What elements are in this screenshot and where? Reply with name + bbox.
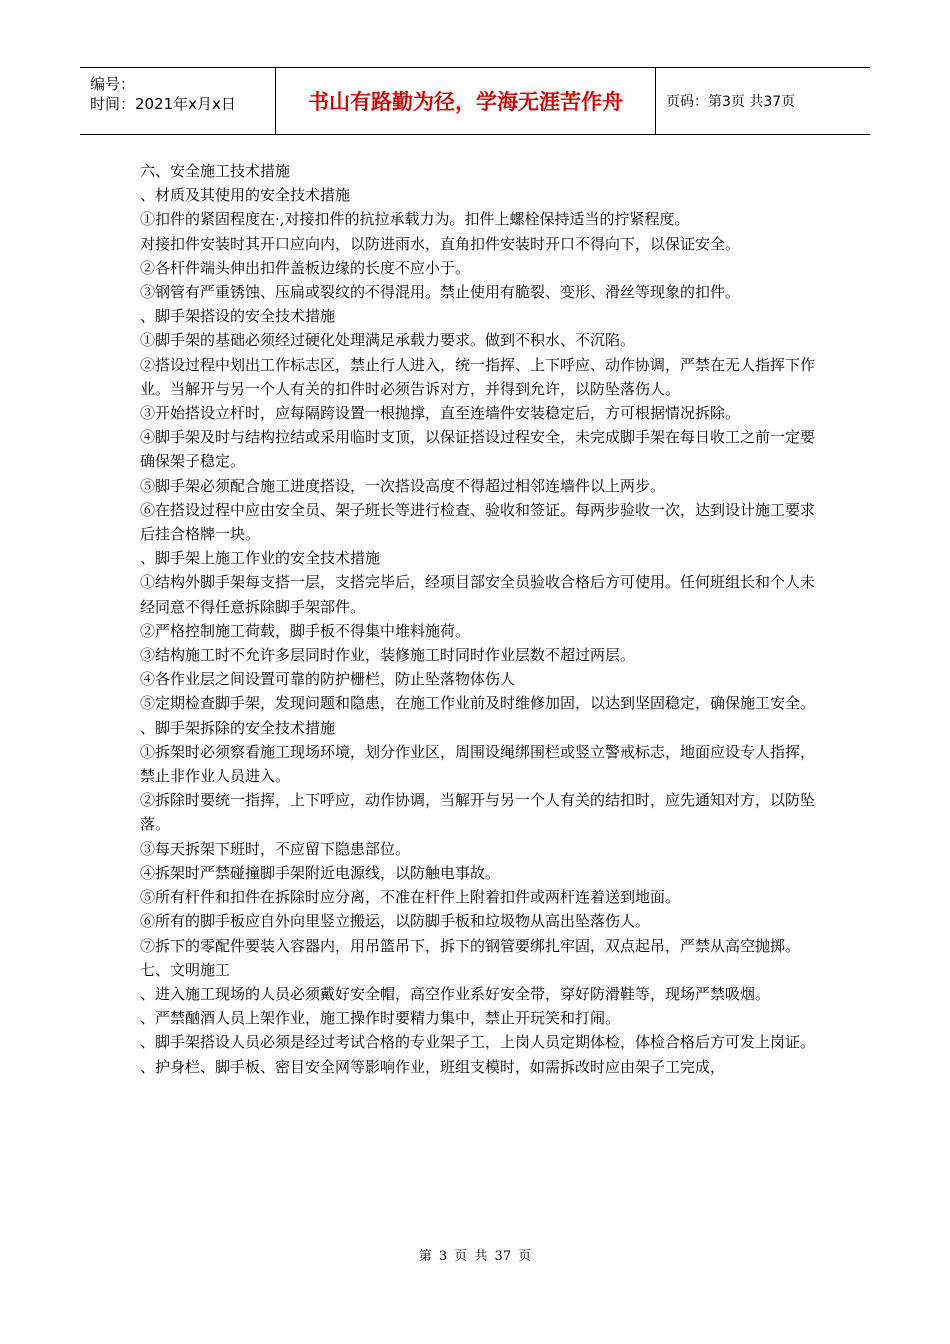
body-paragraph: ②严格控制施工荷载，脚手板不得集中堆料施荷。 — [140, 621, 471, 640]
body-paragraph: 六、安全施工技术措施 — [140, 162, 291, 180]
body-paragraph: ②搭设过程中划出工作标志区，禁止行人进入，统一指挥、上下呼应、动作协调，严禁在无人指挥下作业。当解开与另一个人有关的扣件时必须告诉对方，并得到允许，以防坠落伤人。 — [140, 355, 816, 398]
body-paragraph: 对接扣件安装时其开口应向内，以防进雨水，直角扣件安装时开口不得向下，以保证安全。 — [140, 234, 741, 253]
body-paragraph: ⑥所有的脚手板应自外向里竖立搬运，以防脚手板和垃圾物从高出坠落伤人。 — [140, 912, 651, 931]
body-paragraph: ①结构外脚手架每支搭一层，支搭完毕后，经项目部安全员验收合格后方可使用。任何班组长和个人未经同意不得任意拆除脚手架部件。 — [140, 573, 816, 616]
body-paragraph: ④脚手架及时与结构拉结或采用临时支顶，以保证搭设过程安全，未完成脚手架在每日收工之前一定要确保架子稳定。 — [140, 428, 816, 471]
document-date-label: 时间：2021年x月x日 — [90, 95, 236, 113]
body-paragraph: ③每天拆架下班时，不应留下隐患部位。 — [140, 839, 411, 858]
body-paragraph: 、护身栏、脚手板、密目安全网等影响作业，班组支模时，如需拆改时应由架子工完成， — [140, 1057, 726, 1076]
body-paragraph: 、材质及其使用的安全技术措施 — [140, 186, 351, 205]
body-paragraph: ③结构施工时不允许多层同时作业，装修施工时同时作业层数不超过两层。 — [140, 646, 636, 665]
page-footer: 第 3 页 共 37 页 — [418, 1249, 532, 1264]
body-paragraph: 、脚手架上施工作业的安全技术措施 — [140, 549, 381, 568]
body-paragraph: ④拆架时严禁碰撞脚手架附近电源线，以防触电事故。 — [140, 863, 501, 882]
body-paragraph: ①脚手架的基础必须经过硬化处理满足承载力要求。做到不积水、不沉陷。 — [140, 331, 636, 350]
body-paragraph: ②拆除时要统一指挥，上下呼应，动作协调，当解开与另一个人有关的结扣时，应先通知对方，以防坠落。 — [140, 791, 816, 834]
body-paragraph: ③钢管有严重锈蚀、压扁或裂纹的不得混用。禁止使用有脆裂、变形、滑丝等现象的扣件。 — [140, 283, 741, 302]
body-paragraph: ③开始搭设立杆时，应每隔跨设置一根抛撑，直至连墙件安装稳定后，方可根据情况拆除。 — [140, 404, 741, 423]
body-paragraph: 、脚手架搭设的安全技术措施 — [140, 307, 336, 326]
header-left-cell — [80, 68, 275, 134]
header-page-info: 页码：第3页 共37页 — [666, 94, 796, 110]
body-paragraph: 、脚手架拆除的安全技术措施 — [140, 718, 336, 737]
body-paragraph: ①拆架时必须察看施工现场环境，划分作业区，周围设绳绑围栏或竖立警戒标志，地面应设专人指挥，禁止非作业人员进入。 — [140, 742, 816, 786]
document-number-label: 编号： — [90, 75, 136, 93]
body-paragraph: 、进入施工现场的人员必须戴好安全帽，高空作业系好安全带，穿好防滑鞋等，现场严禁吸烟。 — [140, 984, 771, 1003]
body-paragraph: ⑤定期检查脚手架，发现问题和隐患，在施工作业前及时维修加固，以达到坚固稳定，确保施工安全。 — [140, 694, 816, 713]
body-paragraph: ⑤所有杆件和扣件在拆除时应分离，不准在杆件上附着扣件或两杆连着送到地面。 — [140, 888, 681, 907]
body-paragraph: ⑤脚手架必须配合施工进度搭设，一次搭设高度不得超过相邻连墙件以上两步。 — [140, 476, 666, 495]
body-paragraph: 、严禁酗酒人员上架作业，施工操作时要精力集中，禁止开玩笑和打闹。 — [140, 1009, 621, 1028]
body-paragraph: ①扣件的紧固程度在·,对接扣件的抗拉承载力为。扣件上螺栓保持适当的拧紧程度。 — [140, 210, 690, 229]
body-paragraph: ④各作业层之间设置可靠的防护栅栏，防止坠落物体伤人 — [140, 670, 516, 689]
body-paragraph: ⑥在搭设过程中应由安全员、架子班长等进行检查、验收和签证。每两步验收一次，达到设计施工要求后挂合格牌一块。 — [140, 500, 816, 544]
body-paragraph: 、脚手架搭设人员必须是经过考试合格的专业架子工，上岗人员定期体检，体检合格后方可发上岗证。 — [140, 1033, 816, 1052]
body-paragraph: 七、文明施工 — [140, 960, 231, 979]
document-body — [140, 159, 820, 1079]
body-paragraph: ②各杆件端头伸出扣件盖板边缘的长度不应小于。 — [140, 258, 471, 277]
header-motto: 书山有路勤为径，学海无涯苦作舟 — [308, 90, 623, 114]
body-paragraph: ⑦拆下的零配件要装入容器内，用吊篮吊下，拆下的钢管要绑扎牢固，双点起吊，严禁从高空抛掷。 — [140, 936, 801, 955]
page-header — [80, 67, 870, 135]
